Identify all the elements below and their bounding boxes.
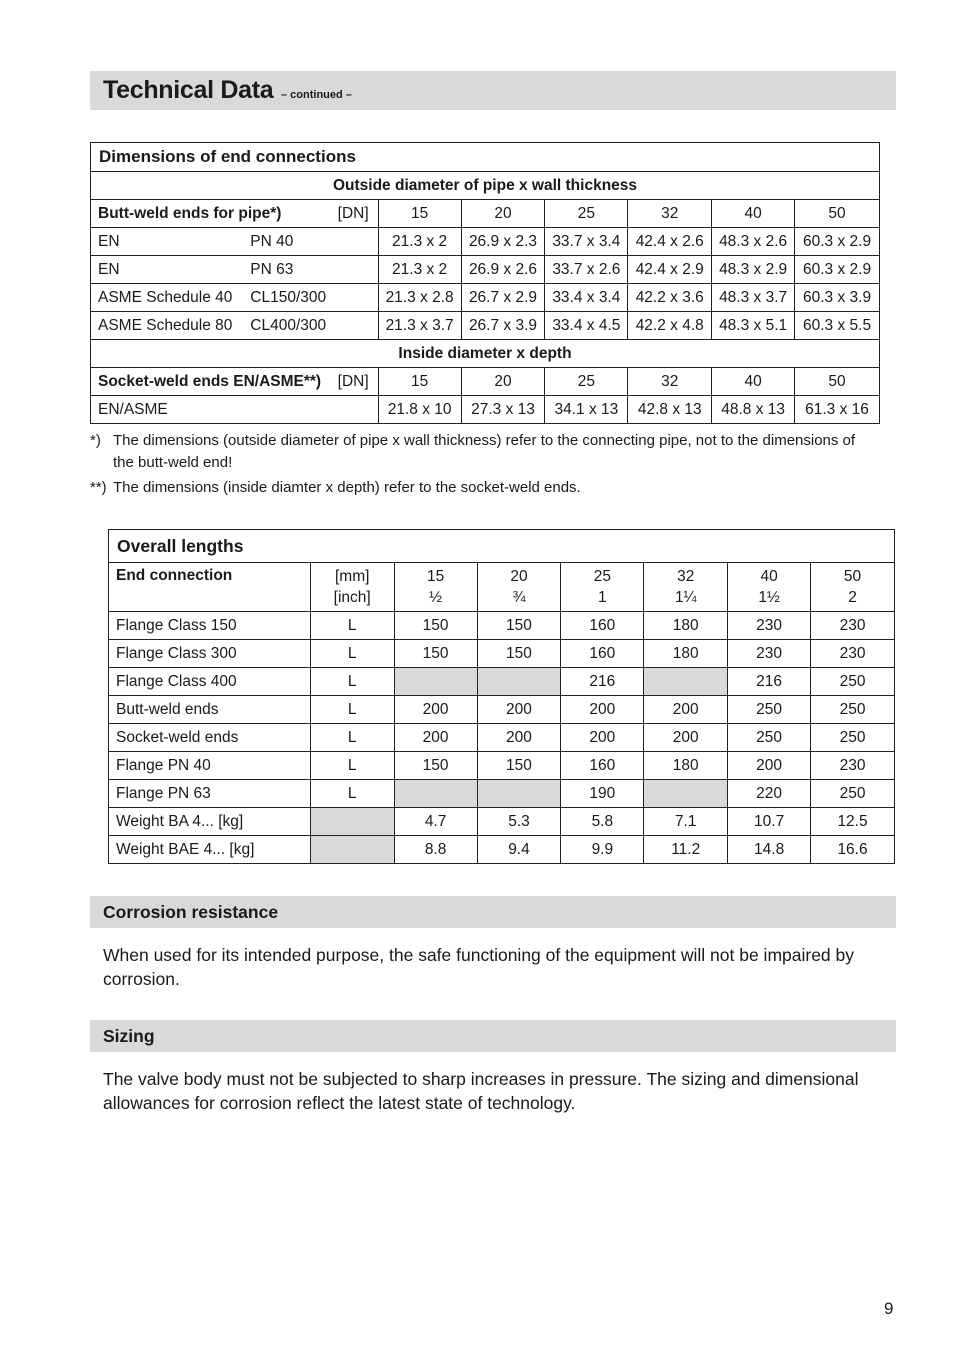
dn-unit: [DN] bbox=[337, 204, 369, 222]
table-cell: 26.7 x 3.9 bbox=[461, 312, 545, 340]
table-cell: 8.8 bbox=[394, 836, 477, 864]
table-row bbox=[91, 284, 880, 312]
table-cell: 250 bbox=[728, 696, 811, 724]
dn-cell: 25 bbox=[545, 200, 628, 228]
table-cell: 7.1 bbox=[644, 808, 728, 836]
table-cell bbox=[477, 668, 561, 696]
bw-label-cell bbox=[91, 200, 379, 228]
table-cell: 48.3 x 2.6 bbox=[712, 228, 795, 256]
table-cell: 33.7 x 2.6 bbox=[545, 256, 628, 284]
table-cell: 230 bbox=[728, 640, 811, 668]
size-inch: 1¼ bbox=[674, 589, 697, 606]
size-cell bbox=[561, 563, 644, 612]
row-name: Weight BAE 4... [kg] bbox=[109, 836, 311, 864]
table-cell: 250 bbox=[728, 724, 811, 752]
end-connections-table bbox=[90, 142, 880, 424]
dn-cell: 15 bbox=[378, 368, 461, 396]
page-number: 9 bbox=[884, 1299, 894, 1318]
sw-label-cell bbox=[91, 368, 379, 396]
symbol-cell: L bbox=[310, 696, 394, 724]
table-cell: 200 bbox=[561, 696, 644, 724]
dn-cell: 40 bbox=[712, 200, 795, 228]
size-mm: 25 bbox=[593, 568, 611, 585]
table-cell: 220 bbox=[728, 780, 811, 808]
table-cell: 21.3 x 2.8 bbox=[378, 284, 461, 312]
symbol-cell bbox=[310, 836, 394, 864]
table-row bbox=[109, 612, 895, 640]
table-cell: 230 bbox=[811, 612, 895, 640]
page-title: Technical Data bbox=[103, 76, 274, 104]
corrosion-text: When used for its intended purpose, the safe functioning of the equipment will not be impaired by corrosion. bbox=[103, 945, 855, 989]
size-mm: 50 bbox=[843, 568, 862, 585]
table-cell: 21.3 x 2 bbox=[378, 256, 461, 284]
table-cell: 21.3 x 2 bbox=[378, 228, 461, 256]
id-heading: Inside diameter x depth bbox=[91, 340, 880, 368]
table-cell: 10.7 bbox=[728, 808, 811, 836]
table-row bbox=[91, 228, 880, 256]
table-cell: 200 bbox=[561, 724, 644, 752]
table-cell: 21.3 x 3.7 bbox=[378, 312, 461, 340]
unit-mm: [mm] bbox=[334, 568, 370, 585]
bw-std: ASME Schedule 80 bbox=[91, 312, 249, 340]
table-cell: 160 bbox=[561, 640, 644, 668]
table-cell: 61.3 x 16 bbox=[795, 396, 880, 424]
od-heading: Outside diameter of pipe x wall thickness bbox=[91, 172, 880, 200]
page-subtitle: – continued – bbox=[281, 89, 352, 101]
table-cell: 200 bbox=[394, 724, 477, 752]
unit-inch: [inch] bbox=[333, 589, 371, 606]
end-connection-label: End connection bbox=[109, 563, 311, 612]
row-name: Weight BA 4... [kg] bbox=[109, 808, 311, 836]
size-mm: 32 bbox=[677, 568, 695, 585]
table-cell bbox=[644, 780, 728, 808]
table-cell: 60.3 x 5.5 bbox=[795, 312, 880, 340]
footnote-mark: *) bbox=[90, 432, 101, 449]
bw-class: PN 63 bbox=[248, 256, 378, 284]
table-cell: 60.3 x 2.9 bbox=[795, 256, 880, 284]
size-inch: 1½ bbox=[758, 589, 780, 606]
table-cell: 5.3 bbox=[477, 808, 561, 836]
table-cell: 150 bbox=[394, 640, 477, 668]
sizing-text: The valve body must not be subjected to sharp increases in pressure. The sizing and dimensional allowances for corrosion reflect the latest state of technology. bbox=[103, 1069, 859, 1113]
table-cell: 200 bbox=[477, 696, 561, 724]
table-cell: 4.7 bbox=[394, 808, 477, 836]
table-cell: 12.5 bbox=[811, 808, 895, 836]
bw-std: EN bbox=[91, 228, 249, 256]
table-cell: 250 bbox=[811, 780, 895, 808]
table-row bbox=[109, 752, 895, 780]
table-cell: 27.3 x 13 bbox=[461, 396, 545, 424]
table-row bbox=[109, 724, 895, 752]
overall-lengths-table bbox=[108, 529, 895, 864]
symbol-cell bbox=[310, 808, 394, 836]
table-cell: 42.4 x 2.6 bbox=[628, 228, 712, 256]
table-cell: 200 bbox=[477, 724, 561, 752]
dn-cell: 40 bbox=[712, 368, 795, 396]
table-cell: 180 bbox=[644, 752, 728, 780]
footnote-text: The dimensions (outside diameter of pipe x wall thickness) refer to the connecting pipe, not to the dimensions of the butt-weld end! bbox=[113, 432, 856, 471]
dn-cell: 15 bbox=[378, 200, 461, 228]
table-cell: 34.1 x 13 bbox=[545, 396, 628, 424]
dn-cell: 32 bbox=[628, 200, 712, 228]
size-cell bbox=[728, 563, 811, 612]
sw-std: EN/ASME bbox=[91, 396, 379, 424]
table-cell: 150 bbox=[394, 612, 477, 640]
table-cell: 16.6 bbox=[811, 836, 895, 864]
table-cell: 150 bbox=[477, 612, 561, 640]
symbol-cell: L bbox=[310, 780, 394, 808]
table-row bbox=[109, 696, 895, 724]
table-cell: 26.7 x 2.9 bbox=[461, 284, 545, 312]
sw-label: Socket-weld ends EN/ASME**) bbox=[98, 372, 322, 390]
table-cell: 200 bbox=[394, 696, 477, 724]
footnote-mark: **) bbox=[90, 479, 107, 496]
row-name: Socket-weld ends bbox=[109, 724, 311, 752]
size-cell bbox=[811, 563, 895, 612]
table-cell: 250 bbox=[811, 696, 895, 724]
table-cell: 9.4 bbox=[477, 836, 561, 864]
dn-cell: 20 bbox=[461, 200, 545, 228]
dn-unit: [DN] bbox=[337, 372, 369, 390]
table-cell: 216 bbox=[728, 668, 811, 696]
table-cell: 200 bbox=[644, 724, 728, 752]
bw-class: CL400/300 bbox=[248, 312, 378, 340]
row-name: Flange Class 300 bbox=[109, 640, 311, 668]
size-mm: 15 bbox=[426, 568, 445, 585]
table-cell: 21.8 x 10 bbox=[378, 396, 461, 424]
table-cell: 230 bbox=[811, 640, 895, 668]
symbol-cell: L bbox=[310, 612, 394, 640]
size-inch: ¾ bbox=[512, 589, 526, 606]
unit-cell bbox=[310, 563, 394, 612]
size-cell bbox=[644, 563, 728, 612]
table-title: Dimensions of end connections bbox=[91, 143, 880, 172]
sizing-band bbox=[90, 1020, 896, 1052]
table-cell: 230 bbox=[811, 752, 895, 780]
table-cell: 48.3 x 3.7 bbox=[712, 284, 795, 312]
table-cell: 42.4 x 2.9 bbox=[628, 256, 712, 284]
size-inch: ½ bbox=[429, 589, 443, 606]
bw-label: Butt-weld ends for pipe*) bbox=[98, 204, 282, 222]
table-cell: 200 bbox=[644, 696, 728, 724]
table-cell: 33.4 x 4.5 bbox=[545, 312, 628, 340]
table-row bbox=[109, 640, 895, 668]
size-cell bbox=[394, 563, 477, 612]
symbol-cell: L bbox=[310, 640, 394, 668]
bw-std: EN bbox=[91, 256, 249, 284]
table-cell bbox=[394, 780, 477, 808]
size-mm: 40 bbox=[760, 568, 778, 585]
table-cell: 9.9 bbox=[561, 836, 644, 864]
table-cell: 230 bbox=[728, 612, 811, 640]
table-cell: 160 bbox=[561, 752, 644, 780]
table-cell: 150 bbox=[477, 752, 561, 780]
table-row bbox=[109, 668, 895, 696]
sizing-heading: Sizing bbox=[103, 1026, 155, 1046]
table-cell: 200 bbox=[728, 752, 811, 780]
row-name: Flange PN 40 bbox=[109, 752, 311, 780]
table-cell: 216 bbox=[561, 668, 644, 696]
table-cell: 11.2 bbox=[644, 836, 728, 864]
table-cell: 180 bbox=[644, 612, 728, 640]
table-cell bbox=[477, 780, 561, 808]
bw-std: ASME Schedule 40 bbox=[91, 284, 249, 312]
table-row bbox=[109, 836, 895, 864]
symbol-cell: L bbox=[310, 668, 394, 696]
size-inch: 1 bbox=[598, 589, 607, 606]
table-cell: 190 bbox=[561, 780, 644, 808]
row-name: Flange Class 150 bbox=[109, 612, 311, 640]
size-inch: 2 bbox=[848, 589, 857, 606]
table-cell: 33.4 x 3.4 bbox=[545, 284, 628, 312]
dn-cell: 50 bbox=[795, 368, 880, 396]
row-name: Flange Class 400 bbox=[109, 668, 311, 696]
footnote-text: The dimensions (inside diamter x depth) refer to the socket-weld ends. bbox=[113, 479, 581, 496]
symbol-cell: L bbox=[310, 752, 394, 780]
table-cell: 42.2 x 3.6 bbox=[628, 284, 712, 312]
table-cell bbox=[394, 668, 477, 696]
row-name: Butt-weld ends bbox=[109, 696, 311, 724]
table-row bbox=[91, 256, 880, 284]
bw-class: CL150/300 bbox=[248, 284, 378, 312]
corrosion-heading: Corrosion resistance bbox=[103, 902, 279, 922]
table-row bbox=[91, 200, 880, 228]
table-header-row bbox=[109, 563, 895, 612]
symbol-cell: L bbox=[310, 724, 394, 752]
size-cell bbox=[477, 563, 561, 612]
table-cell: 48.3 x 2.9 bbox=[712, 256, 795, 284]
table-cell: 60.3 x 3.9 bbox=[795, 284, 880, 312]
table-cell: 42.2 x 4.8 bbox=[628, 312, 712, 340]
title-band bbox=[90, 71, 896, 110]
table-cell: 5.8 bbox=[561, 808, 644, 836]
table-cell: 250 bbox=[811, 724, 895, 752]
dn-cell: 20 bbox=[461, 368, 545, 396]
table-cell: 150 bbox=[394, 752, 477, 780]
table-cell: 33.7 x 3.4 bbox=[545, 228, 628, 256]
table-cell: 60.3 x 2.9 bbox=[795, 228, 880, 256]
table-cell: 48.3 x 5.1 bbox=[712, 312, 795, 340]
table-row bbox=[91, 396, 880, 424]
table-cell: 250 bbox=[811, 668, 895, 696]
bw-class: PN 40 bbox=[248, 228, 378, 256]
table-cell: 26.9 x 2.3 bbox=[461, 228, 545, 256]
table-cell: 14.8 bbox=[728, 836, 811, 864]
table-cell: 150 bbox=[477, 640, 561, 668]
table-cell: 48.8 x 13 bbox=[712, 396, 795, 424]
table-cell: 42.8 x 13 bbox=[628, 396, 712, 424]
dn-cell: 50 bbox=[795, 200, 880, 228]
table-cell bbox=[644, 668, 728, 696]
corrosion-band bbox=[90, 896, 896, 928]
table-row bbox=[91, 312, 880, 340]
table-cell: 26.9 x 2.6 bbox=[461, 256, 545, 284]
size-mm: 20 bbox=[510, 568, 528, 585]
table-row bbox=[109, 780, 895, 808]
table-cell: 160 bbox=[561, 612, 644, 640]
table-row bbox=[109, 808, 895, 836]
table-row bbox=[91, 368, 880, 396]
row-name: Flange PN 63 bbox=[109, 780, 311, 808]
dn-cell: 32 bbox=[628, 368, 712, 396]
dn-cell: 25 bbox=[545, 368, 628, 396]
table-cell: 180 bbox=[644, 640, 728, 668]
table-title: Overall lengths bbox=[109, 530, 895, 563]
